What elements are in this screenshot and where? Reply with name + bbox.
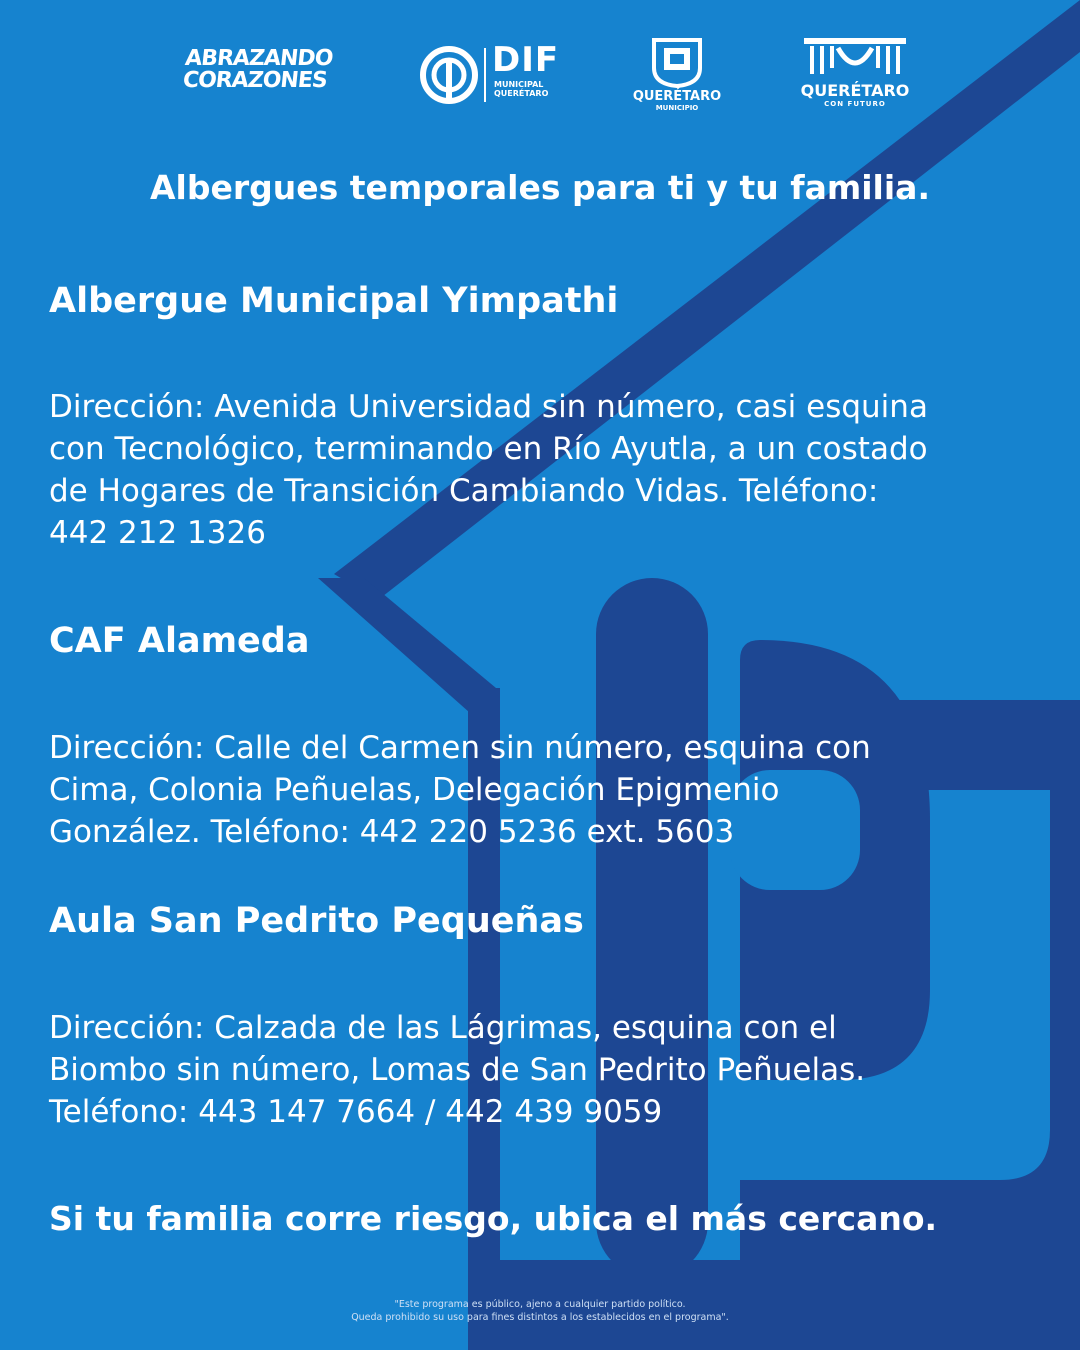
dif-sub1: MUNICIPAL xyxy=(494,80,544,89)
shelter-1-title: Albergue Municipal Yimpathi xyxy=(49,281,619,321)
shelter-1-address: Dirección: Avenida Universidad sin número, casi esquina con Tecnológico, terminando en Río Ayutla, a un costado de Hogares de Transición Cambiando Vidas. Teléfono: 442 212 1326 xyxy=(49,389,928,551)
queretaro-municipio-sub: MUNICIPIO xyxy=(655,104,699,112)
headline: Albergues temporales para ti y tu familia. xyxy=(150,168,930,207)
queretaro-municipio-name: QUERÉTARO xyxy=(632,89,722,104)
abrazando-line2: CORAZONES xyxy=(181,68,328,93)
disclaimer-line2: Queda prohibido su uso para fines distintos a los establecidos en el programa". xyxy=(351,1312,729,1323)
queretaro-futuro-name: QUERÉTARO xyxy=(800,81,910,100)
dif-title: DIF xyxy=(492,40,560,80)
queretaro-futuro-sub: CON FUTURO xyxy=(824,100,886,108)
shelter-3-address: Dirección: Calzada de las Lágrimas, esquina con el Biombo sin número, Lomas de San Pedrito Peñuelas. Teléfono: 443 147 7664 / 442 439 9059 xyxy=(49,1010,866,1130)
dif-sub2: QUERÉTARO xyxy=(494,89,549,98)
shelter-2-title: CAF Alameda xyxy=(49,621,310,661)
closing-message: Si tu familia corre riesgo, ubica el más cercano. xyxy=(49,1199,938,1238)
disclaimer-line1: "Este programa es público, ajeno a cualquier partido político. xyxy=(394,1299,686,1310)
shelter-3-title: Aula San Pedrito Pequeñas xyxy=(49,901,584,941)
shelter-2-address: Dirección: Calle del Carmen sin número, esquina con Cima, Colonia Peñuelas, Delegación Epigmenio González. Teléfono: 442 220 5236 ext. 5603 xyxy=(49,730,871,850)
legal-disclaimer xyxy=(0,1298,1080,1324)
abrazando-line1: ABRAZANDO xyxy=(183,46,334,71)
